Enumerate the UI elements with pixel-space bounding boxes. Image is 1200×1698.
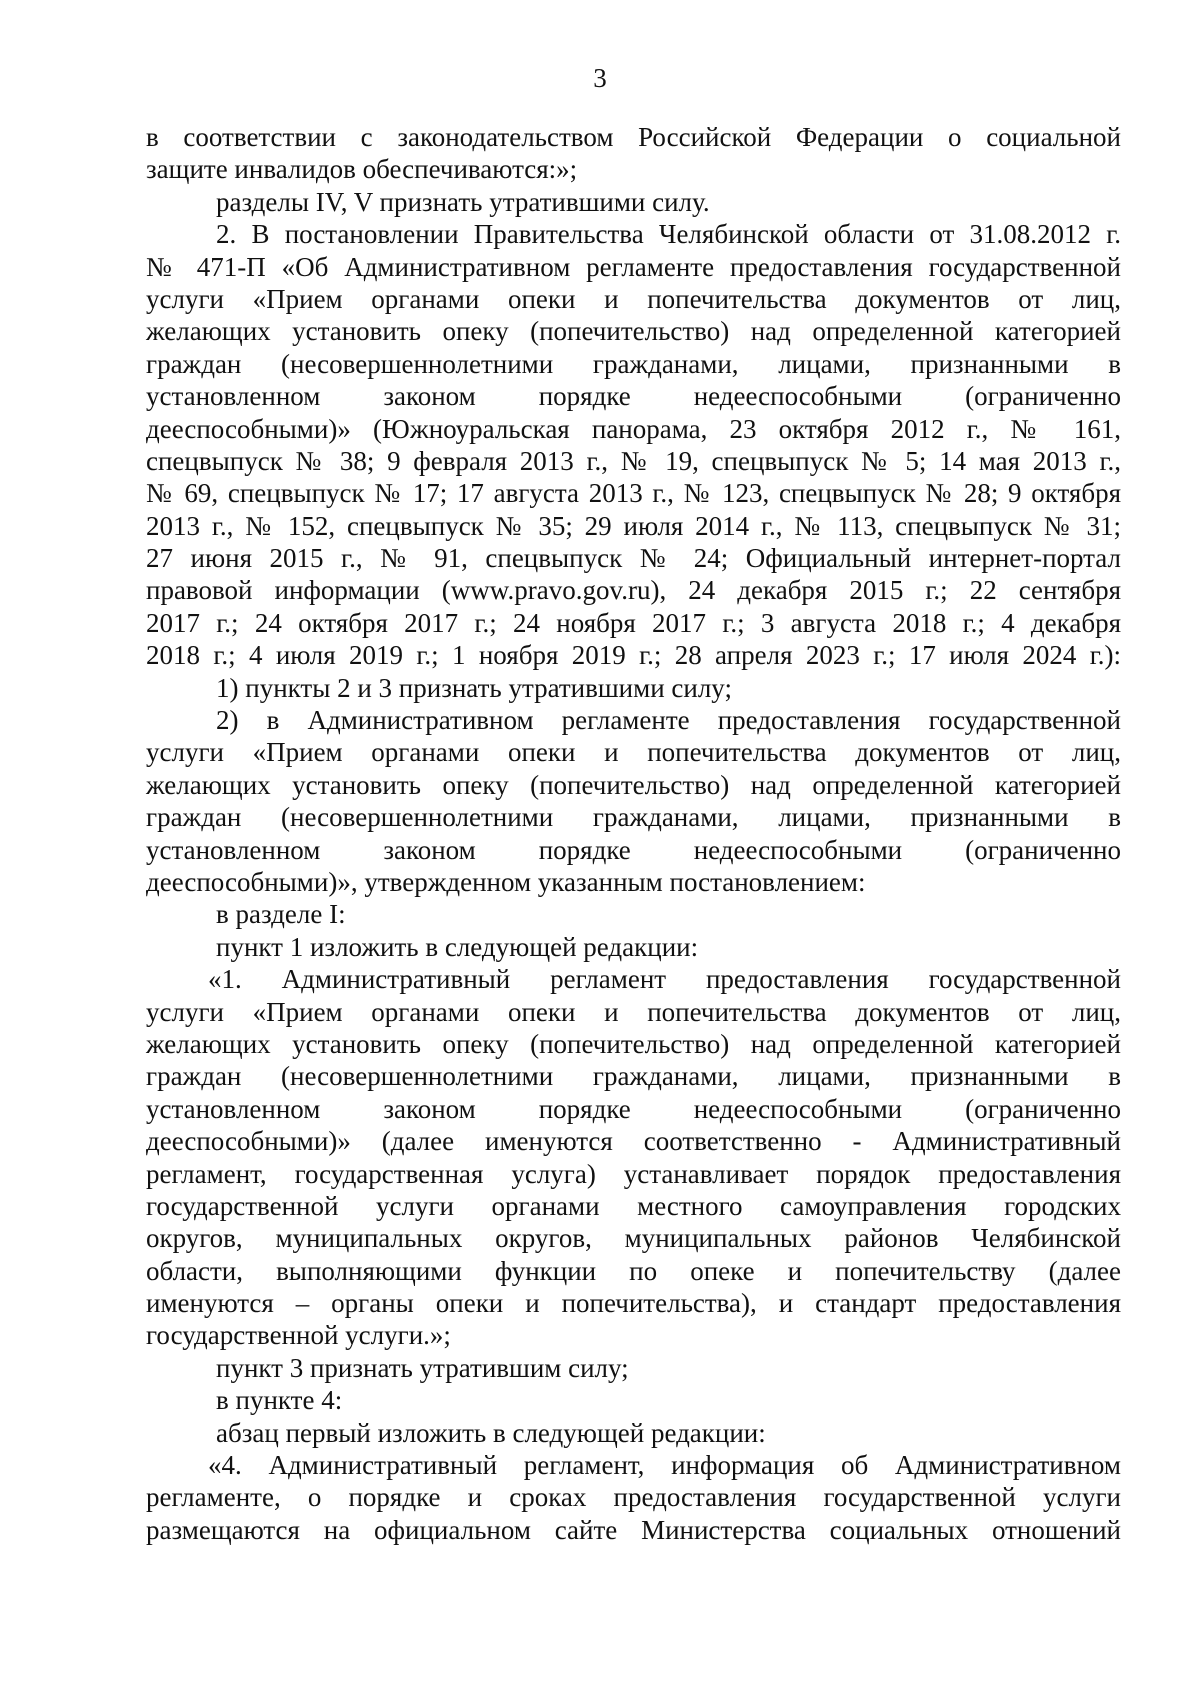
text-line: разделы IV, V признать утратившими силу. — [216, 186, 710, 217]
text-line: № 69, спецвыпуск № 17; 17 августа 2013 г., № 123, спецвыпуск № 28; 9 октября — [146, 478, 1121, 509]
text-line: 2018 г.; 4 июля 2019 г.; 1 ноября 2019 г.; 28 апреля 2023 г.; 17 июля 2024 г.): — [146, 640, 1121, 671]
text-line: пункт 1 изложить в следующей редакции: — [216, 931, 699, 962]
text-line: регламент, государственная услуга) устанавливает порядок предоставления — [146, 1158, 1121, 1189]
text-line: 2) в Административном регламенте предоставления государственной — [216, 705, 1121, 736]
text-line: защите инвалидов обеспечиваются:»; — [146, 154, 578, 185]
text-line: правовой информации (www.pravo.gov.ru), 24 декабря 2015 г.; 22 сентября — [146, 575, 1121, 606]
text-line: «1. Административный регламент предоставления государственной — [208, 964, 1121, 995]
text-line: в соответствии с законодательством Российской Федерации о социальной — [146, 122, 1121, 152]
text-line: спецвыпуск № 38; 9 февраля 2013 г., № 19, спецвыпуск № 5; 14 мая 2013 г., — [146, 445, 1121, 476]
text-line: 2013 г., № 152, спецвыпуск № 35; 29 июля 2014 г., № 113, спецвыпуск № 31; — [146, 510, 1121, 541]
text-line: граждан (несовершеннолетними гражданами, лицами, признанными в — [146, 802, 1121, 833]
text-line: желающих установить опеку (попечительство) над определенной категорией — [146, 769, 1121, 800]
text-line: государственной услуги.»; — [146, 1320, 451, 1351]
text-line: регламенте, о порядке и сроках предоставления государственной услуги — [146, 1482, 1121, 1513]
text-line: 1) пункты 2 и 3 признать утратившими силу; — [216, 672, 732, 703]
text-line: желающих установить опеку (попечительство) над определенной категорией — [146, 316, 1121, 347]
text-line: 2017 г.; 24 октября 2017 г.; 24 ноября 2017 г.; 3 августа 2018 г.; 4 декабря — [146, 607, 1121, 638]
document-body — [146, 121, 1121, 1546]
text-line: в пункте 4: — [216, 1385, 343, 1416]
text-line: размещаются на официальном сайте Министерства социальных отношений — [146, 1514, 1121, 1545]
text-line: «4. Административный регламент, информация об Административном — [208, 1450, 1121, 1481]
text-line: желающих установить опеку (попечительство) над определенной категорией — [146, 1028, 1121, 1059]
text-line: услуги «Прием органами опеки и попечительства документов от лиц, — [146, 737, 1121, 768]
text-line: именуются – органы опеки и попечительства), и стандарт предоставления — [146, 1288, 1121, 1319]
text-line: установленном законом порядке недееспособными (ограниченно — [146, 1093, 1121, 1124]
text-line: дееспособными)», утвержденном указанным постановлением: — [146, 866, 866, 897]
text-line: № 471-П «Об Административном регламенте предоставления государственной — [146, 251, 1121, 282]
text-line: 27 июня 2015 г., № 91, спецвыпуск № 24; Официальный интернет-портал — [146, 543, 1121, 574]
text-line: 2. В постановлении Правительства Челябинской области от 31.08.2012 г. — [216, 219, 1121, 250]
text-line: услуги «Прием органами опеки и попечительства документов от лиц, — [146, 283, 1121, 314]
page-number: 3 — [593, 63, 607, 93]
text-line: услуги «Прием органами опеки и попечительства документов от лиц, — [146, 996, 1121, 1027]
text-line: граждан (несовершеннолетними гражданами, лицами, признанными в — [146, 348, 1121, 379]
text-line: граждан (несовершеннолетними гражданами, лицами, признанными в — [146, 1061, 1121, 1092]
text-line: дееспособными)» (Южноуральская панорама, 23 октября 2012 г., № 161, — [146, 413, 1121, 444]
text-line: абзац первый изложить в следующей редакции: — [216, 1417, 766, 1448]
text-line: государственной услуги органами местного самоуправления городских — [146, 1190, 1121, 1221]
text-line: дееспособными)» (далее именуются соответственно - Административный — [146, 1126, 1121, 1157]
text-line: округов, муниципальных округов, муниципальных районов Челябинской — [146, 1223, 1121, 1254]
text-line: области, выполняющими функции по опеке и попечительству (далее — [146, 1255, 1121, 1286]
text-line: пункт 3 признать утратившим силу; — [216, 1352, 629, 1383]
text-line: в разделе I: — [216, 899, 346, 930]
text-line: установленном законом порядке недееспособными (ограниченно — [146, 834, 1121, 865]
text-line: установленном законом порядке недееспособными (ограниченно — [146, 381, 1121, 412]
